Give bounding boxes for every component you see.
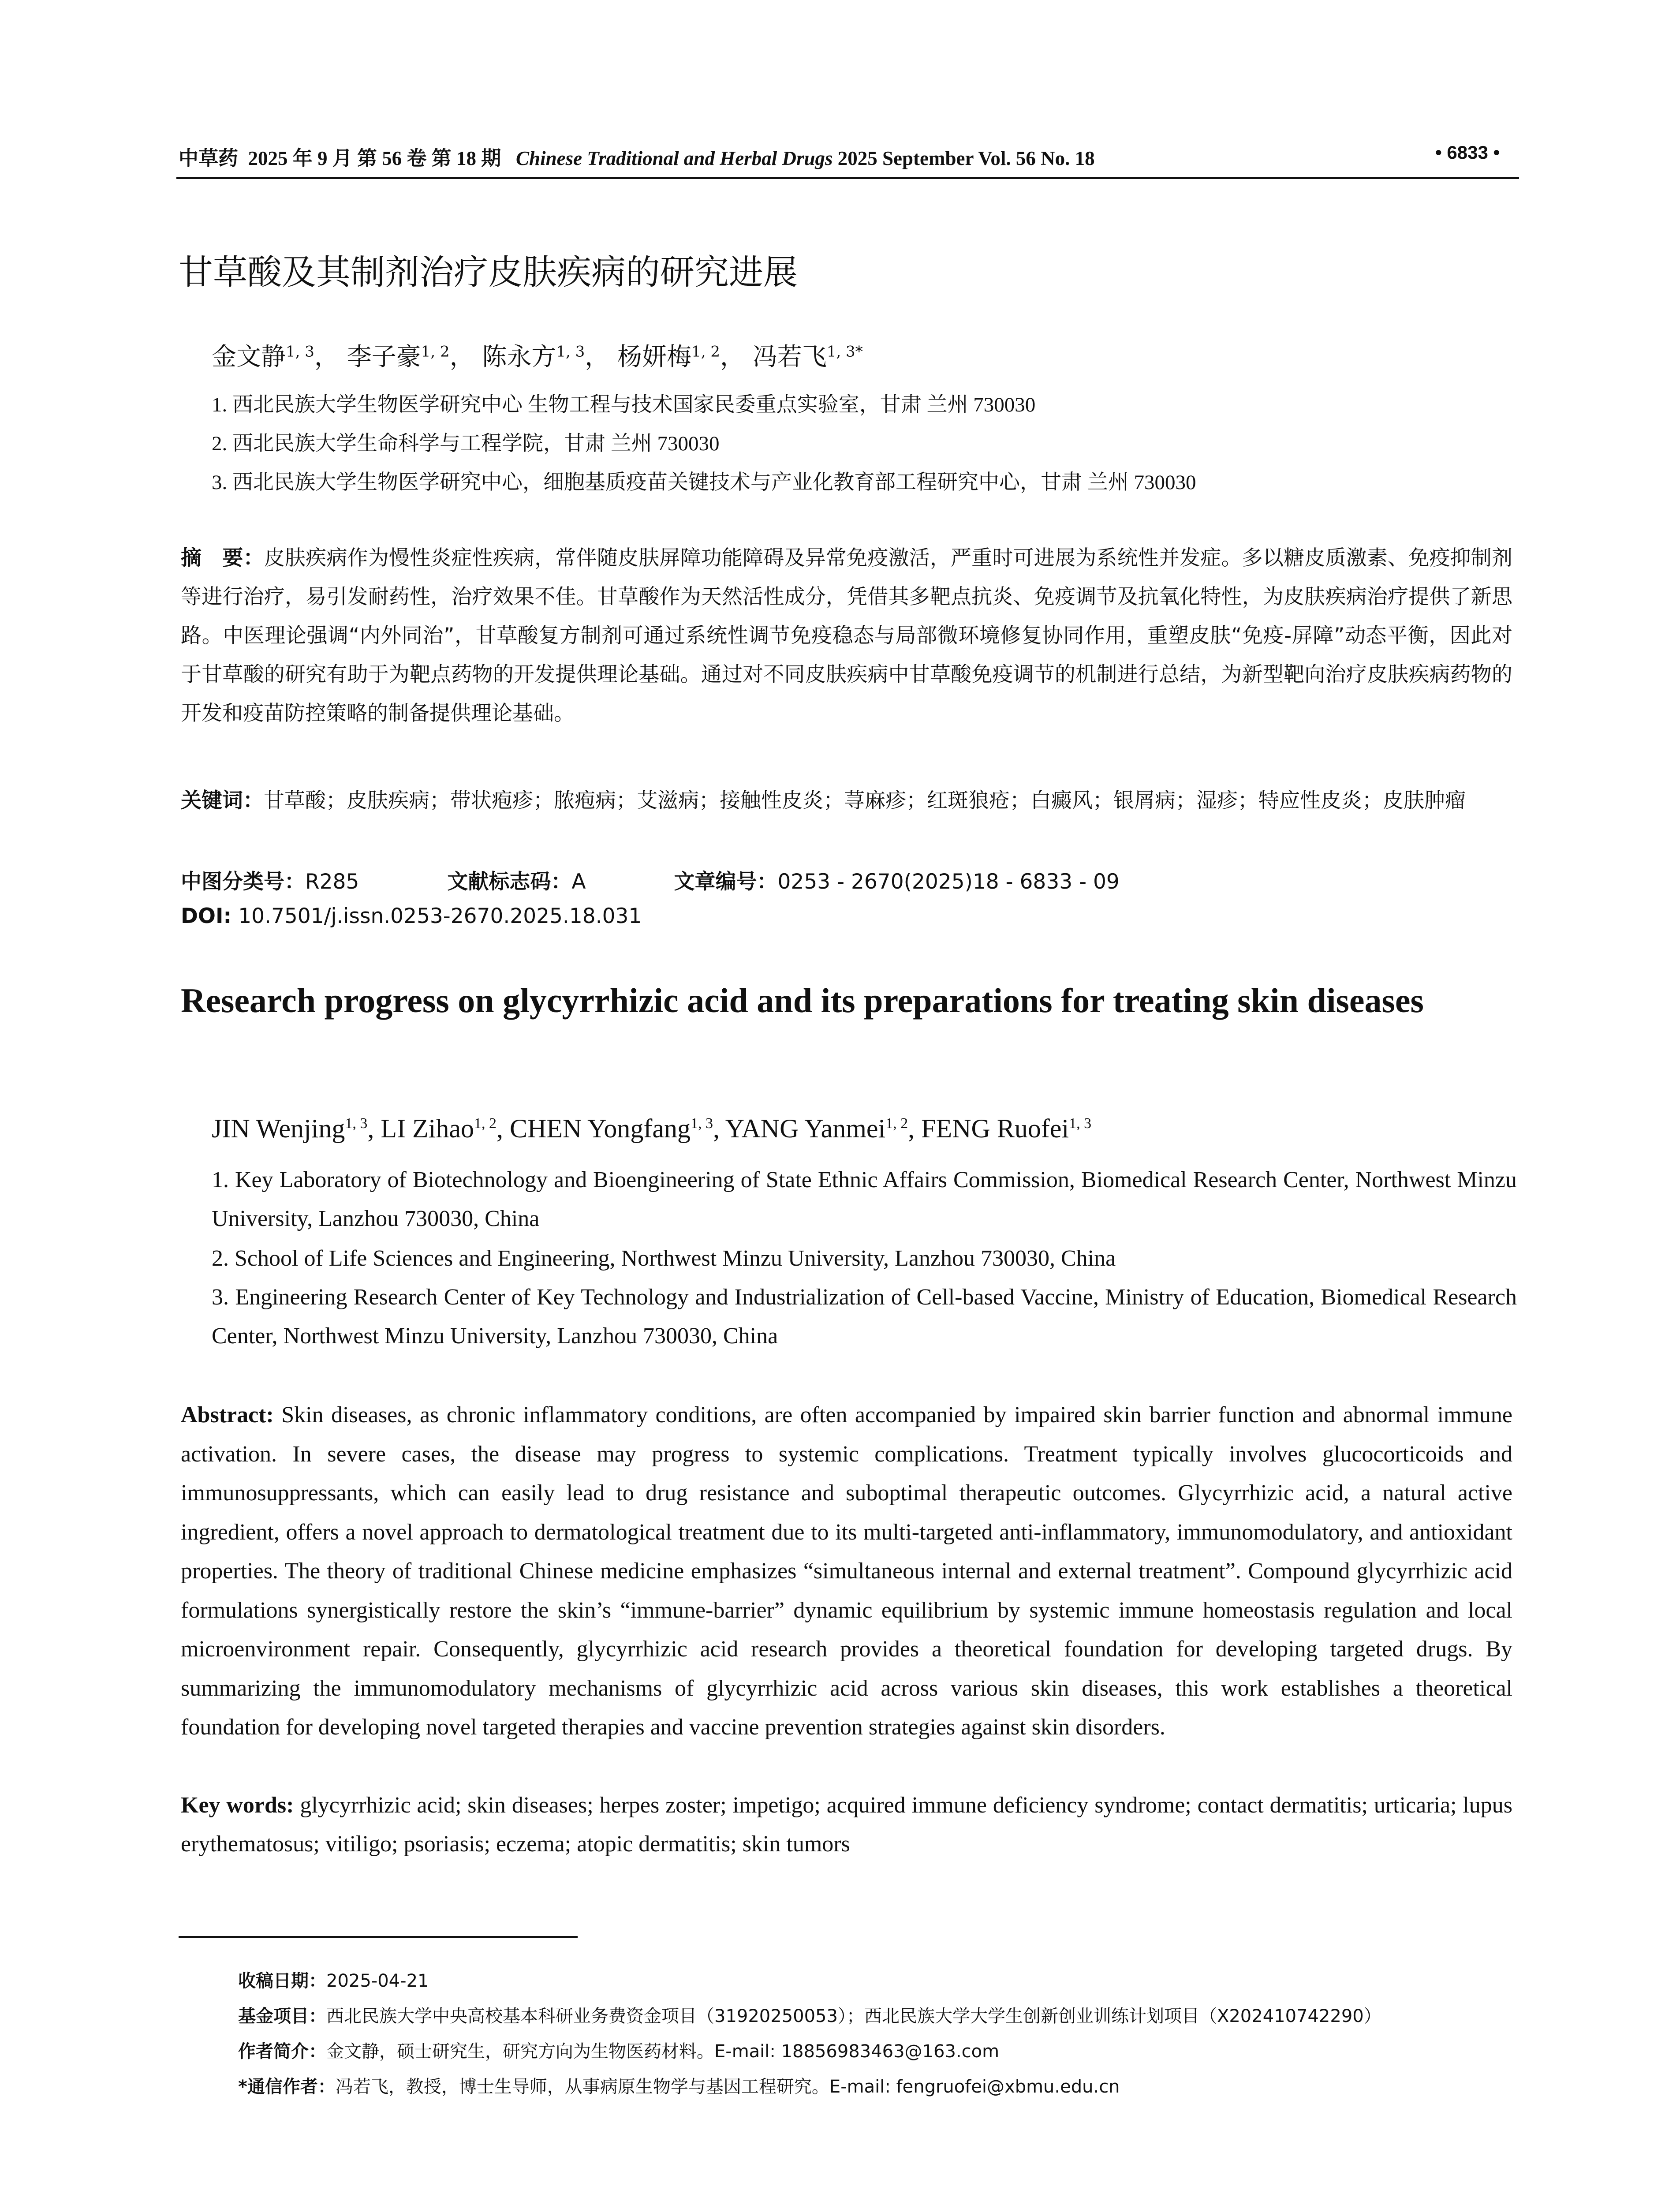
en-author-sup: 1, 3 xyxy=(691,1115,713,1132)
en-authors: JIN Wenjing$^{1, 3}$, LI Zihao$^{1, 2}$, CHEN Yongfang$^{1, 3}$, YANG Yanmei$^{1, 2}$, FENG Ruofei$^{1, 3}$ xyxy=(212,1114,1092,1143)
cn-abstract-text: 皮肤疾病作为慢性炎症性疾病，常伴随皮肤屏障功能障碍及异常免疫激活，严重时可进展为系统性并发症。多以糖皮质激素、免疫抑制剂等进行治疗，易引发耐药性，治疗效果不佳。甘草酸作为天然活性成分，凭借其多靶点抗炎、免疫调节及抗氧化特性，为皮肤疾病治疗提供了新思路。中医理论强调“内外同治”，甘草酸复方制剂可通过系统性调节免疫稳态与局部微环境修复协同作用，重塑皮肤“免疫-屏障”动态平衡，因此对于甘草酸的研究有助于为靶点药物的开发提供理论基础。通过对不同皮肤疾病中甘草酸免疫调节的机制进行总结，为新型靶向治疗皮肤疾病药物的开发和疫苗防控策略的制备提供理论基础。 xyxy=(181,546,1512,725)
cn-title: 甘草酸及其制剂治疗皮肤疾病的研究进展 xyxy=(179,253,798,292)
cn-author-sup: 1, 2 xyxy=(691,343,720,361)
cn-author: 李子豪 xyxy=(347,343,421,371)
cn-keywords-label: 关键词： xyxy=(181,789,264,813)
author-value: 金文静，硕士研究生，研究方向为生物医药材料。E-mail: 18856983463@163.com xyxy=(326,2041,1000,2062)
footnote-author xyxy=(238,2037,999,2063)
articleno-label: 文章编号： xyxy=(674,870,778,894)
en-author: LI Zihao xyxy=(381,1114,474,1143)
en-title: Research progress on glycyrrhizic acid and its preparations for treating skin diseases xyxy=(181,981,1424,1020)
doi-line xyxy=(181,904,642,928)
journal-name-en: Chinese Traditional and Herbal Drugs xyxy=(516,147,833,169)
corr-label: *通信作者： xyxy=(238,2077,336,2097)
cn-affiliation: 2. 西北民族大学生命科学与工程学院，甘肃 兰州 730030 xyxy=(212,432,720,455)
cn-affiliation: 3. 西北民族大学生物医学研究中心，细胞基质疫苗关键技术与产业化教育部工程研究中心，甘肃 兰州 730030 xyxy=(212,471,1196,494)
en-abstract-label: Abstract: xyxy=(181,1402,274,1428)
en-affiliation xyxy=(212,1161,1517,1238)
en-author: CHEN Yongfang xyxy=(509,1114,691,1143)
footnote-received xyxy=(238,1967,429,1992)
cn-authors: 金文静$^{1, 3}$， 李子豪$^{1, 2}$， 陈永方$^{1, 3}$， 杨妍梅$^{1, 2}$， 冯若飞$^{1, 3*}$ xyxy=(212,343,863,371)
en-affiliation xyxy=(212,1278,1517,1356)
issue-cn: 2025 年 9 月 第 56 卷 第 18 期 xyxy=(248,147,501,169)
cn-keywords xyxy=(181,781,1512,820)
header-rule xyxy=(176,177,1519,179)
fund-value: 西北民族大学中央高校基本科研业务费资金项目（31920250053）；西北民族大学大学生创新创业训练计划项目（X202410742290） xyxy=(326,2006,1381,2026)
footnote-corresponding xyxy=(238,2073,1120,2098)
corr-value: 冯若飞，教授，博士生导师，从事病原生物学与基因工程研究。E-mail: fengruofei@xbmu.edu.cn xyxy=(335,2077,1120,2097)
cn-author-sup: 1, 3 xyxy=(286,343,314,361)
cn-abstract-label: 摘 要： xyxy=(181,546,264,570)
en-abstract xyxy=(181,1396,1512,1747)
cn-author-sup: 1, 3 xyxy=(556,343,585,361)
en-keywords-label: Key words: xyxy=(181,1793,294,1818)
received-label: 收稿日期： xyxy=(238,1971,326,1991)
author-label: 作者简介： xyxy=(238,2041,326,2062)
doccode-label: 文献标志码： xyxy=(447,870,572,894)
en-author-sup: 1, 2 xyxy=(885,1115,908,1132)
en-author: FENG Ruofei xyxy=(921,1114,1069,1143)
en-author: YANG Yanmei xyxy=(725,1114,886,1143)
fund-label: 基金项目： xyxy=(238,2006,326,2026)
classification-line xyxy=(181,865,1120,895)
doccode-value: A xyxy=(571,870,586,894)
en-author-sup: 1, 3 xyxy=(1069,1115,1092,1132)
cn-author: 冯若飞 xyxy=(752,343,827,371)
cn-keywords-text: 甘草酸；皮肤疾病；带状疱疹；脓疱病；艾滋病；接触性皮炎；荨麻疹；红斑狼疮；白癜风；银屑病；湿疹；特应性皮炎；皮肤肿瘤 xyxy=(264,789,1466,813)
en-author-sup: 1, 3 xyxy=(345,1115,368,1132)
en-keywords xyxy=(181,1786,1512,1864)
cn-author: 金文静 xyxy=(212,343,286,371)
cn-affiliation: 1. 西北民族大学生物医学研究中心 生物工程与技术国家民委重点实验室，甘肃 兰州 730030 xyxy=(212,393,1036,416)
page-number: • 6833 • xyxy=(1435,142,1500,163)
en-affiliation-text: 1. Key Laboratory of Biotechnology and Bioengineering of State Ethnic Affairs Commission, Biomedical Research Center, Northwest Minzu University, Lanzhou 730030, China xyxy=(212,1167,1517,1231)
cn-author: 陈永方 xyxy=(482,343,556,371)
footnote-fund xyxy=(238,2002,1381,2027)
received-value: 2025-04-21 xyxy=(326,1971,429,1991)
journal-name-cn: 中草药 xyxy=(179,147,239,169)
en-affiliation-text: 3. Engineering Research Center of Key Technology and Industrialization of Cell-based Vaccine, Ministry of Education, Biomedical Research Center, Northwest Minzu University, Lanzhou 730030, China xyxy=(212,1285,1517,1349)
en-abstract-text: Skin diseases, as chronic inflammatory conditions, are often accompanied by impaired skin barrier function and abnormal immune activation. In severe cases, the disease may progress to systemic complications. Treatment typically involves glucocorticoids and immunosuppressants, which can easily lead to drug resistance and suboptimal therapeutic outcomes. Glycyrrhizic acid, a natural active ingredient, offers a novel approach to dermatological treatment due to its multi-targeted anti-inflammatory, immunomodulatory, and antioxidant properties. The theory of traditional Chinese medicine emphasizes “simultaneous internal and external treatment”. Compound glycyrrhizic acid formulations synergistically restore the skin’s “immune-barrier” dynamic equilibrium by systemic immune homeostasis regulation and local microenvironment repair. Consequently, glycyrrhizic acid research provides a theoretical foundation for developing targeted drugs. By summarizing the immunomodulatory mechanisms of glycyrrhizic acid across various skin diseases, this work establishes a theoretical foundation for developing novel targeted therapies and vaccine prevention strategies against skin disorders. xyxy=(181,1402,1513,1740)
en-affiliation xyxy=(212,1239,1517,1278)
doi-link[interactable]: 10.7501/j.issn.0253-2670.2025.18.031 xyxy=(238,904,642,928)
en-author-sup: 1, 2 xyxy=(474,1115,497,1132)
doi-label: DOI: xyxy=(181,904,232,928)
issue-en: 2025 September Vol. 56 No. 18 xyxy=(837,147,1095,169)
cn-author: 杨妍梅 xyxy=(617,343,692,371)
clc-value: R285 xyxy=(305,870,359,894)
running-header xyxy=(179,142,1095,171)
cn-author-sup: 1, 3* xyxy=(826,343,863,361)
footnote-rule xyxy=(179,1936,578,1938)
cn-abstract xyxy=(181,539,1512,733)
clc-label: 中图分类号： xyxy=(181,870,305,894)
articleno-value: 0253 - 2670(2025)18 - 6833 - 09 xyxy=(777,870,1120,894)
en-affiliation-text: 2. School of Life Sciences and Engineering, Northwest Minzu University, Lanzhou 730030, China xyxy=(212,1246,1116,1271)
en-keywords-text: glycyrrhizic acid; skin diseases; herpes zoster; impetigo; acquired immune deficiency syndrome; contact dermatitis; urticaria; lupus erythematosus; vitiligo; psoriasis; eczema; atopic dermatitis; skin tumors xyxy=(181,1793,1513,1857)
en-author: JIN Wenjing xyxy=(212,1114,345,1143)
cn-author-sup: 1, 2 xyxy=(421,343,450,361)
